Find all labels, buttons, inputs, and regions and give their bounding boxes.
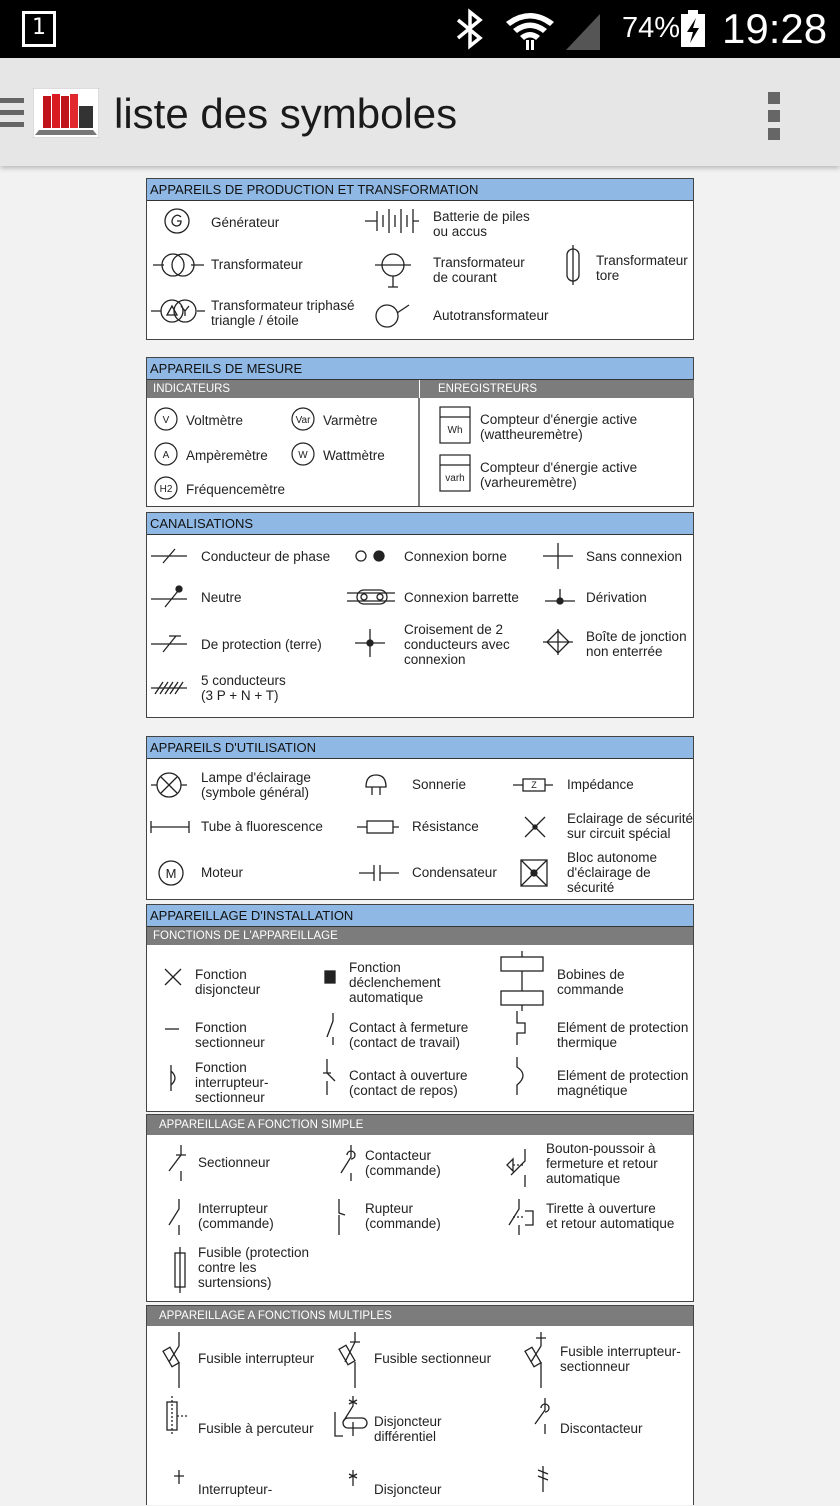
label: sur circuit spécial [567, 826, 671, 841]
label: commande [557, 982, 624, 997]
label: Connexion barrette [404, 590, 519, 605]
label: Fusible sectionneur [374, 1351, 492, 1366]
terminal-connection-icon [356, 551, 384, 561]
label: (symbole général) [201, 785, 310, 800]
discontactor-icon [535, 1398, 549, 1434]
label: Bouton-poussoir à [546, 1141, 656, 1156]
label: Interrupteur [198, 1201, 268, 1216]
label: Transformateur [211, 257, 303, 272]
section-title: CANALISATIONS [147, 513, 693, 535]
label: Interrupteur- [198, 1482, 273, 1497]
no-connection-icon [543, 543, 573, 569]
battery-icon [680, 10, 706, 48]
multi-icon [538, 1466, 548, 1492]
label: Compteur d'énergie active [480, 412, 638, 427]
label: Impédance [567, 777, 634, 792]
section-title: APPAREILLAGE D'INSTALLATION [147, 905, 693, 927]
lamp-icon [151, 773, 187, 797]
multiples-symbols [147, 1306, 695, 1506]
symbol-letter: varh [445, 473, 465, 484]
label: tore [596, 268, 620, 283]
differential-breaker-icon [335, 1396, 367, 1436]
app-bar [0, 58, 840, 166]
subsection-title: ENREGISTREURS [420, 380, 694, 398]
label: Sans connexion [586, 549, 683, 564]
label: sectionneur [560, 1359, 630, 1374]
notification-icon: 1 [22, 11, 56, 47]
page-title: liste des symboles [114, 90, 458, 137]
label: connexion [404, 652, 466, 667]
label: thermique [557, 1035, 618, 1050]
label: Boîte de jonction [586, 629, 687, 644]
resistance-icon [357, 821, 399, 833]
derivation-icon [545, 589, 575, 604]
battery-cells-icon [365, 209, 419, 233]
symbol-letter: Z [531, 780, 537, 790]
symbol-letter: H2 [159, 484, 173, 495]
label: Sectionneur [198, 1155, 271, 1170]
label: interrupteur- [195, 1075, 269, 1090]
label: Fusible à percuteur [198, 1421, 314, 1436]
label: Compteur d'énergie active [480, 460, 638, 475]
label: (commande) [365, 1163, 441, 1178]
make-contact-icon [327, 1013, 333, 1045]
label: Rupteur [365, 1201, 414, 1216]
section-title: APPAREILLAGE A FONCTIONS MULTIPLES [147, 1306, 693, 1326]
auto-trip-icon [325, 971, 335, 983]
label: Bobines de [557, 967, 625, 982]
section-utilisation [146, 736, 694, 900]
label: Fusible interrupteur [198, 1351, 315, 1366]
label: triangle / étoile [211, 313, 299, 328]
label: (commande) [198, 1216, 274, 1231]
label: sectionneur [195, 1035, 265, 1050]
fluorescent-tube-icon [151, 821, 189, 833]
symbol-letter: W [298, 450, 308, 461]
breaker-rupteur-icon [339, 1199, 345, 1235]
fuse-disconnector-icon [339, 1332, 360, 1388]
label: Transformateur triphasé [211, 298, 355, 313]
disconnector-icon [169, 1145, 186, 1181]
label: Résistance [412, 819, 479, 834]
label: (varheuremètre) [480, 475, 577, 490]
label: 5 conducteurs [201, 673, 286, 688]
magnetic-protection-icon [517, 1057, 523, 1095]
break-contact-icon [323, 1059, 335, 1095]
label: Croisement de 2 [404, 622, 504, 637]
breaker-function-icon [165, 969, 181, 985]
switch-icon [169, 1199, 179, 1235]
label: Elément de protection [557, 1068, 689, 1083]
switch-partial-icon [174, 1470, 184, 1484]
label: Fonction [195, 1060, 247, 1075]
wifi-icon [506, 13, 554, 50]
label: Ampèremètre [186, 448, 268, 463]
label: fermeture et retour [546, 1156, 658, 1171]
label: automatique [349, 990, 424, 1005]
label: Fusible interrupteur- [560, 1344, 681, 1359]
overflow-menu-icon[interactable] [768, 92, 782, 140]
label: Dérivation [586, 590, 647, 605]
crossing-connection-icon [355, 629, 385, 657]
signal-icon [566, 14, 600, 50]
label: Générateur [211, 215, 280, 230]
transformer-icon [153, 254, 204, 276]
label: Batterie de piles [433, 209, 530, 224]
app-logo-icon[interactable] [33, 88, 99, 138]
section-canalisations [146, 512, 694, 718]
label: surtensions) [198, 1275, 272, 1290]
control-coil-icon [501, 951, 543, 1011]
label: Fonction [349, 960, 401, 975]
label: déclenchement [349, 975, 441, 990]
striker-fuse-icon [167, 1396, 187, 1436]
bluetooth-icon [458, 12, 480, 46]
protective-earth-icon [151, 636, 187, 652]
label: sectionneur [195, 1090, 265, 1105]
label: sécurité [567, 880, 615, 895]
bar-connection-icon [347, 590, 395, 604]
fuse-switch-icon [163, 1332, 179, 1388]
section-title: APPAREILLAGE A FONCTION SIMPLE [147, 1115, 693, 1135]
section-installation [146, 904, 694, 1112]
label: (contact de repos) [349, 1083, 458, 1098]
label: Neutre [201, 590, 242, 605]
section-title: APPAREILS DE MESURE [147, 358, 693, 380]
contactor-icon [341, 1145, 355, 1181]
label: Wattmètre [323, 448, 385, 463]
menu-icon[interactable] [0, 98, 24, 132]
junction-box-icon [543, 629, 573, 655]
generator-icon [165, 209, 189, 233]
label: (contact de travail) [349, 1035, 461, 1050]
breaker-partial-icon [349, 1470, 357, 1486]
label: Autotransformateur [433, 308, 549, 323]
fuse-switch-disconnector-icon [525, 1332, 546, 1388]
label: automatique [546, 1171, 621, 1186]
status-bar [0, 0, 840, 58]
section-title: APPAREILS DE PRODUCTION ET TRANSFORMATION [147, 179, 693, 201]
pull-switch-icon [509, 1199, 533, 1235]
label: Disjoncteur [374, 1482, 442, 1497]
label: (wattheuremètre) [480, 427, 583, 442]
battery-percent: 74% [622, 12, 681, 44]
label: De protection (terre) [201, 637, 322, 652]
label: Fusible (protection [198, 1245, 310, 1260]
subsection-title: INDICATEURS [147, 380, 419, 398]
phase-conductor-icon [151, 549, 187, 563]
label: non enterrée [586, 644, 663, 659]
label: magnétique [557, 1083, 628, 1098]
subsection-title: FONCTIONS DE L'APPAREILLAGE [147, 927, 693, 945]
label: Voltmètre [186, 413, 244, 428]
bell-icon [366, 775, 386, 795]
label: ou accus [433, 224, 488, 239]
label: Sonnerie [412, 777, 467, 792]
label: et retour automatique [546, 1216, 675, 1231]
thermal-protection-icon [517, 1011, 525, 1045]
symbol-letter: M [165, 866, 177, 881]
label: Connexion borne [404, 549, 507, 564]
label: Fonction [195, 1020, 247, 1035]
label: Fonction [195, 967, 247, 982]
five-conductors-icon [151, 682, 187, 694]
section-fonctions-multiples [146, 1305, 694, 1505]
symbol-letter: Wh [447, 425, 463, 436]
neutral-icon [151, 586, 187, 607]
status-icons [450, 6, 620, 52]
label: Transformateur [596, 253, 688, 268]
symbol-letter: Var [295, 415, 311, 426]
three-phase-transformer-icon [151, 300, 205, 322]
symbol-letter: V [162, 415, 170, 426]
section-fonction-simple [146, 1114, 694, 1302]
label: différentiel [374, 1429, 437, 1444]
label: Tirette à ouverture [546, 1201, 656, 1216]
section-production [146, 178, 694, 340]
label: Conducteur de phase [201, 549, 331, 564]
fuse-icon [175, 1247, 185, 1293]
current-transformer-icon [375, 254, 411, 287]
toroid-transformer-icon [567, 245, 579, 285]
autonomous-block-icon [521, 860, 547, 886]
clock: 19:28 [722, 5, 828, 52]
label: Contact à ouverture [349, 1068, 468, 1083]
label: Disjoncteur [374, 1414, 442, 1429]
label: Transformateur [433, 255, 525, 270]
label: Fréquencemètre [186, 482, 286, 497]
label: contre les [198, 1260, 257, 1275]
label: Elément de protection [557, 1020, 689, 1035]
label: Condensateur [412, 865, 497, 880]
section-title: APPAREILS D'UTILISATION [147, 737, 693, 759]
security-lighting-icon [525, 817, 545, 837]
label: d'éclairage de [567, 865, 651, 880]
symbol-letter: A [162, 450, 170, 461]
label: de courant [433, 270, 497, 285]
label: conducteurs avec [404, 637, 510, 652]
autotransformer-icon [376, 305, 409, 327]
label: Contacteur [365, 1148, 432, 1163]
label: (commande) [365, 1216, 441, 1231]
label: Varmètre [323, 413, 378, 428]
section-mesure [146, 357, 694, 507]
label: Discontacteur [560, 1421, 643, 1436]
capacitor-icon [359, 865, 399, 881]
symbol-document [146, 178, 696, 1498]
label: disjoncteur [195, 982, 261, 997]
label: Moteur [201, 865, 244, 880]
label: Bloc autonome [567, 850, 658, 865]
label: Tube à fluorescence [201, 819, 323, 834]
label: (3 P + N + T) [201, 688, 279, 703]
label: Eclairage de sécurité [567, 811, 694, 826]
push-button-icon [507, 1149, 525, 1187]
label: Lampe d'éclairage [201, 770, 311, 785]
switch-disconnector-function-icon [171, 1065, 175, 1091]
label: Contact à fermeture [349, 1020, 469, 1035]
